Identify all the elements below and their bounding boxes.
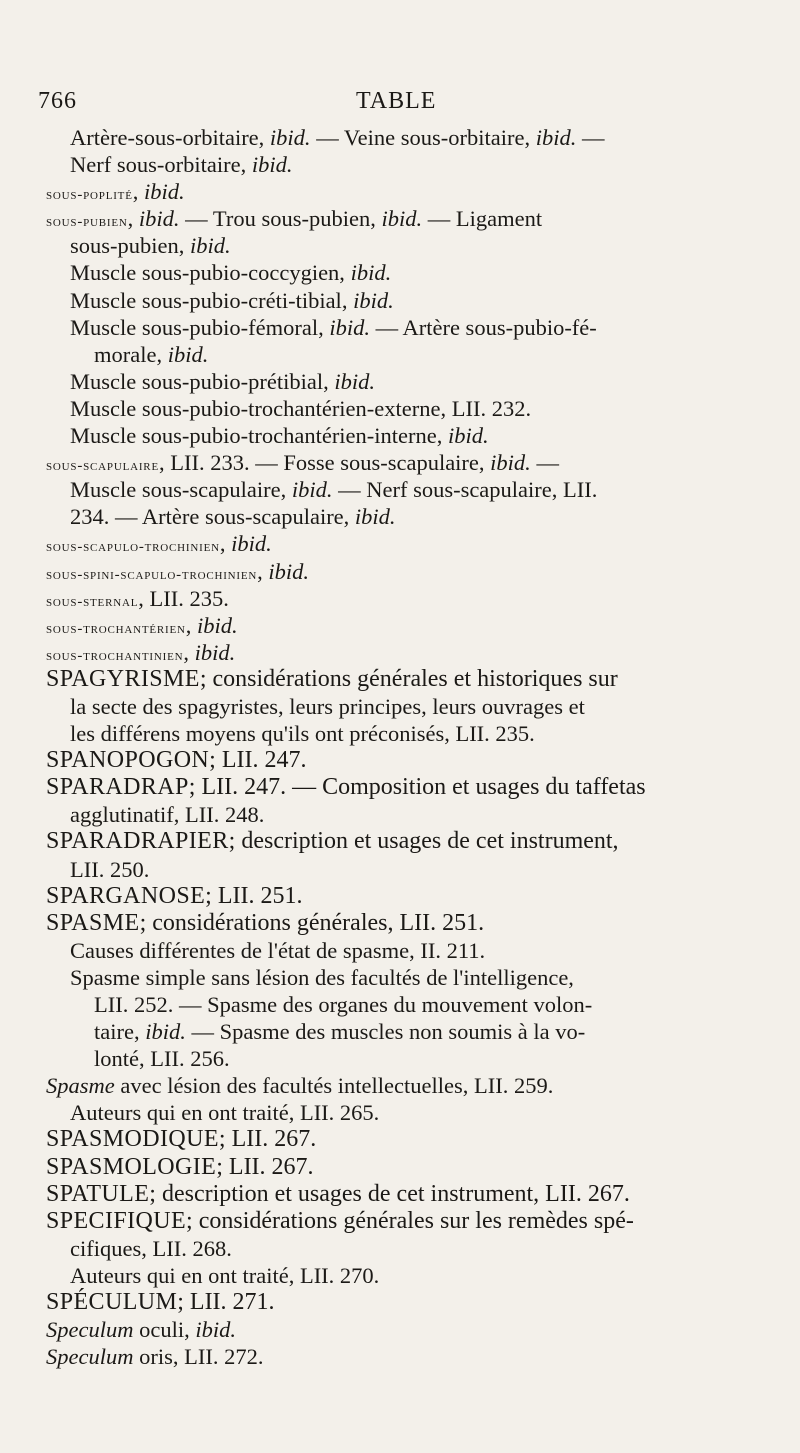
italic-ref: Speculum <box>46 1317 134 1343</box>
index-line <box>46 1126 762 1153</box>
entry-text: morale, <box>94 341 168 367</box>
entry-text: ; LII. 247. <box>209 747 307 774</box>
index-line <box>46 178 762 205</box>
index-line <box>46 476 762 503</box>
italic-ref: ibid. <box>490 450 531 476</box>
index-line <box>46 910 762 937</box>
entry-text: , <box>132 179 144 205</box>
entry-text: sous-pubien, <box>70 233 190 259</box>
italic-ref: ibid. <box>329 314 370 340</box>
italic-ref: ibid. <box>195 1317 236 1343</box>
index-line <box>46 1045 762 1072</box>
italic-ref: ibid. <box>138 206 180 232</box>
italic-ref: ibid. <box>381 206 423 232</box>
italic-ref: ibid. <box>167 341 209 367</box>
entry-headword: sous-trochantérien <box>46 620 186 637</box>
index-line <box>46 368 762 395</box>
entry-headword: SPÉCULUM <box>46 1289 178 1316</box>
entry-text: avec lésion des facultés intellectuelles, LII. 259. <box>114 1073 554 1099</box>
entry-text: Muscle sous-scapulaire, <box>70 477 292 503</box>
entry-text: , <box>183 639 195 665</box>
entry-headword: sous-pubien <box>46 214 128 231</box>
index-line <box>46 1181 762 1208</box>
entry-text: taire, <box>94 1019 146 1045</box>
entry-headword: sous-scapulo-trochinien <box>46 539 220 556</box>
entry-text: 234. — Artère sous-scapulaire, <box>70 504 355 530</box>
index-line <box>46 503 762 530</box>
index-line <box>46 1262 762 1289</box>
index-line <box>46 1343 762 1370</box>
entry-text: , <box>257 558 269 584</box>
entry-text: ; considérations générales, LII. 251. <box>139 909 485 936</box>
italic-ref: ibid. <box>535 125 577 150</box>
index-line <box>46 314 762 341</box>
entry-text: — Nerf sous-scapulaire, LII. <box>332 477 598 503</box>
italic-ref: ibid. <box>190 233 231 259</box>
index-line <box>46 124 762 151</box>
page-header <box>38 88 762 124</box>
entry-text: — Artère sous-pubio-fé- <box>369 314 597 340</box>
italic-ref: ibid. <box>145 1019 186 1045</box>
index-line <box>46 232 762 259</box>
entry-text: — Ligament <box>422 206 543 232</box>
italic-ref: ibid. <box>448 423 489 449</box>
entry-headword: SPARADRAP <box>46 774 189 801</box>
entry-text: Nerf sous-orbitaire, <box>70 152 252 178</box>
entry-text: , <box>219 531 232 557</box>
index-line <box>46 585 762 612</box>
entry-text: oris, LII. 272. <box>133 1344 264 1370</box>
index-line <box>46 151 762 178</box>
index-line <box>46 774 762 801</box>
italic-ref: ibid. <box>291 477 333 503</box>
entry-text: Muscle sous-pubio-trochantérien-externe, LII. 232. <box>70 395 532 421</box>
entry-text: Spasme simple sans lésion des facultés de l'intelligence, <box>70 964 574 990</box>
index-line <box>46 991 762 1018</box>
entry-text: — Spasme des muscles non soumis à la vo- <box>185 1019 586 1045</box>
entry-text: ; LII. 267. <box>216 1153 314 1180</box>
entry-text: ; LII. 247. — Composition et usages du taffetas <box>188 774 646 801</box>
index-line <box>46 341 762 368</box>
index-line <box>46 747 762 774</box>
index-line <box>46 666 762 693</box>
entry-text: Muscle sous-pubio-fémoral, <box>70 314 330 340</box>
entry-text: agglutinatif, LII. 248. <box>70 802 265 828</box>
entry-text: Muscle sous-pubio-coccygien, <box>70 260 351 286</box>
italic-ref: ibid. <box>354 504 396 530</box>
entry-headword: SPASME <box>46 909 140 936</box>
entry-text: Muscle sous-pubio-trochantérien-interne, <box>70 423 449 449</box>
index-line <box>46 937 762 964</box>
index-line <box>46 1235 762 1262</box>
index-line <box>46 205 762 232</box>
entry-text: , LII. 233. — Fosse sous-scapulaire, <box>158 450 491 476</box>
entry-text: — <box>576 125 605 150</box>
entry-headword: SPAGYRISME <box>46 665 200 692</box>
index-line <box>46 856 762 883</box>
index-line <box>46 639 762 666</box>
italic-ref: ibid. <box>350 260 392 286</box>
italic-ref: ibid. <box>143 179 185 205</box>
italic-ref: ibid. <box>194 639 236 665</box>
index-line <box>46 1208 762 1235</box>
entry-text: Muscle sous-pubio-créti-tibial, <box>70 287 354 313</box>
entry-headword: SPECIFIQUE <box>46 1207 187 1234</box>
entry-headword: SPARADRAPIER <box>46 828 229 855</box>
index-line <box>46 287 762 314</box>
index-line <box>46 530 762 557</box>
entry-headword: sous-scapulaire <box>46 458 159 475</box>
entry-headword: SPASMOLOGIE <box>46 1153 217 1180</box>
italic-ref: ibid. <box>334 368 375 394</box>
entry-text: , <box>127 206 139 232</box>
index-line <box>46 422 762 449</box>
entry-text: ; description et usages de cet instrument, <box>228 828 619 855</box>
index-entries <box>46 124 762 1370</box>
entry-text: Causes différentes de l'état de spasme, II. 211. <box>70 937 486 963</box>
italic-ref: ibid. <box>231 531 272 557</box>
entry-text: LII. 252. — Spasme des organes du mouvement volon- <box>94 992 593 1017</box>
index-line <box>46 801 762 828</box>
index-line <box>46 964 762 991</box>
entry-text: LII. 250. <box>70 856 150 882</box>
index-line <box>46 828 762 855</box>
entry-headword: SPANOPOGON <box>46 747 210 774</box>
entry-text: Artère-sous-orbitaire, <box>70 125 270 150</box>
italic-ref: ibid. <box>251 152 293 178</box>
page-title: TABLE <box>356 88 437 114</box>
entry-text: ; LII. 267. <box>218 1126 317 1153</box>
entry-text: ; considérations générales et historiques sur <box>199 665 618 692</box>
entry-text: Auteurs qui en ont traité, LII. 265. <box>70 1100 380 1126</box>
entry-text: oculi, <box>133 1317 196 1343</box>
entry-text: Auteurs qui en ont traité, LII. 270. <box>70 1262 380 1288</box>
italic-ref: ibid. <box>353 287 394 313</box>
entry-text: ; LII. 251. <box>205 882 303 909</box>
italic-ref: ibid. <box>269 125 311 150</box>
entry-headword: SPASMODIQUE <box>46 1126 219 1153</box>
entry-headword: sous-poplité <box>46 187 133 204</box>
entry-text: la secte des spagyristes, leurs principes, leurs ouvrages et <box>70 693 585 719</box>
index-line <box>46 1099 762 1126</box>
entry-headword: SPATULE <box>46 1180 150 1207</box>
entry-text: — Veine sous-orbitaire, <box>310 125 536 150</box>
entry-headword: sous-trochantinien <box>46 647 184 664</box>
italic-ref: Speculum <box>46 1344 134 1370</box>
index-line <box>46 1072 762 1099</box>
entry-text: , <box>185 612 198 638</box>
entry-text: ; description et usages de cet instrument, LII. 267. <box>149 1180 630 1207</box>
index-line <box>46 259 762 286</box>
index-line <box>46 1316 762 1343</box>
entry-text: les différens moyens qu'ils ont préconisés, LII. 235. <box>70 721 535 747</box>
index-line <box>46 720 762 747</box>
index-line <box>46 1154 762 1181</box>
italic-ref: ibid. <box>268 558 310 584</box>
entry-text: , LII. 235. <box>138 585 229 611</box>
entry-text: ; LII. 271. <box>177 1289 275 1316</box>
index-line <box>46 449 762 476</box>
entry-headword: SPARGANOSE <box>46 882 206 909</box>
entry-text: cifiques, LII. 268. <box>70 1235 232 1261</box>
index-line <box>46 395 762 422</box>
index-line <box>46 883 762 910</box>
index-line <box>46 1018 762 1045</box>
entry-text: ; considérations générales sur les remèdes spé- <box>186 1207 634 1234</box>
entry-text: Muscle sous-pubio-prétibial, <box>70 368 335 394</box>
entry-text: — <box>530 450 559 476</box>
entry-headword: sous-spini-scapulo-trochinien <box>46 566 258 583</box>
entry-text: — Trou sous-pubien, <box>179 206 382 232</box>
entry-text: lonté, LII. 256. <box>94 1046 230 1072</box>
index-line <box>46 693 762 720</box>
index-line <box>46 1289 762 1316</box>
index-line <box>46 558 762 585</box>
italic-ref: ibid. <box>197 612 238 638</box>
italic-ref: Spasme <box>46 1073 115 1099</box>
entry-headword: sous-sternal <box>46 593 139 610</box>
index-line <box>46 612 762 639</box>
page-number: 766 <box>38 88 77 114</box>
